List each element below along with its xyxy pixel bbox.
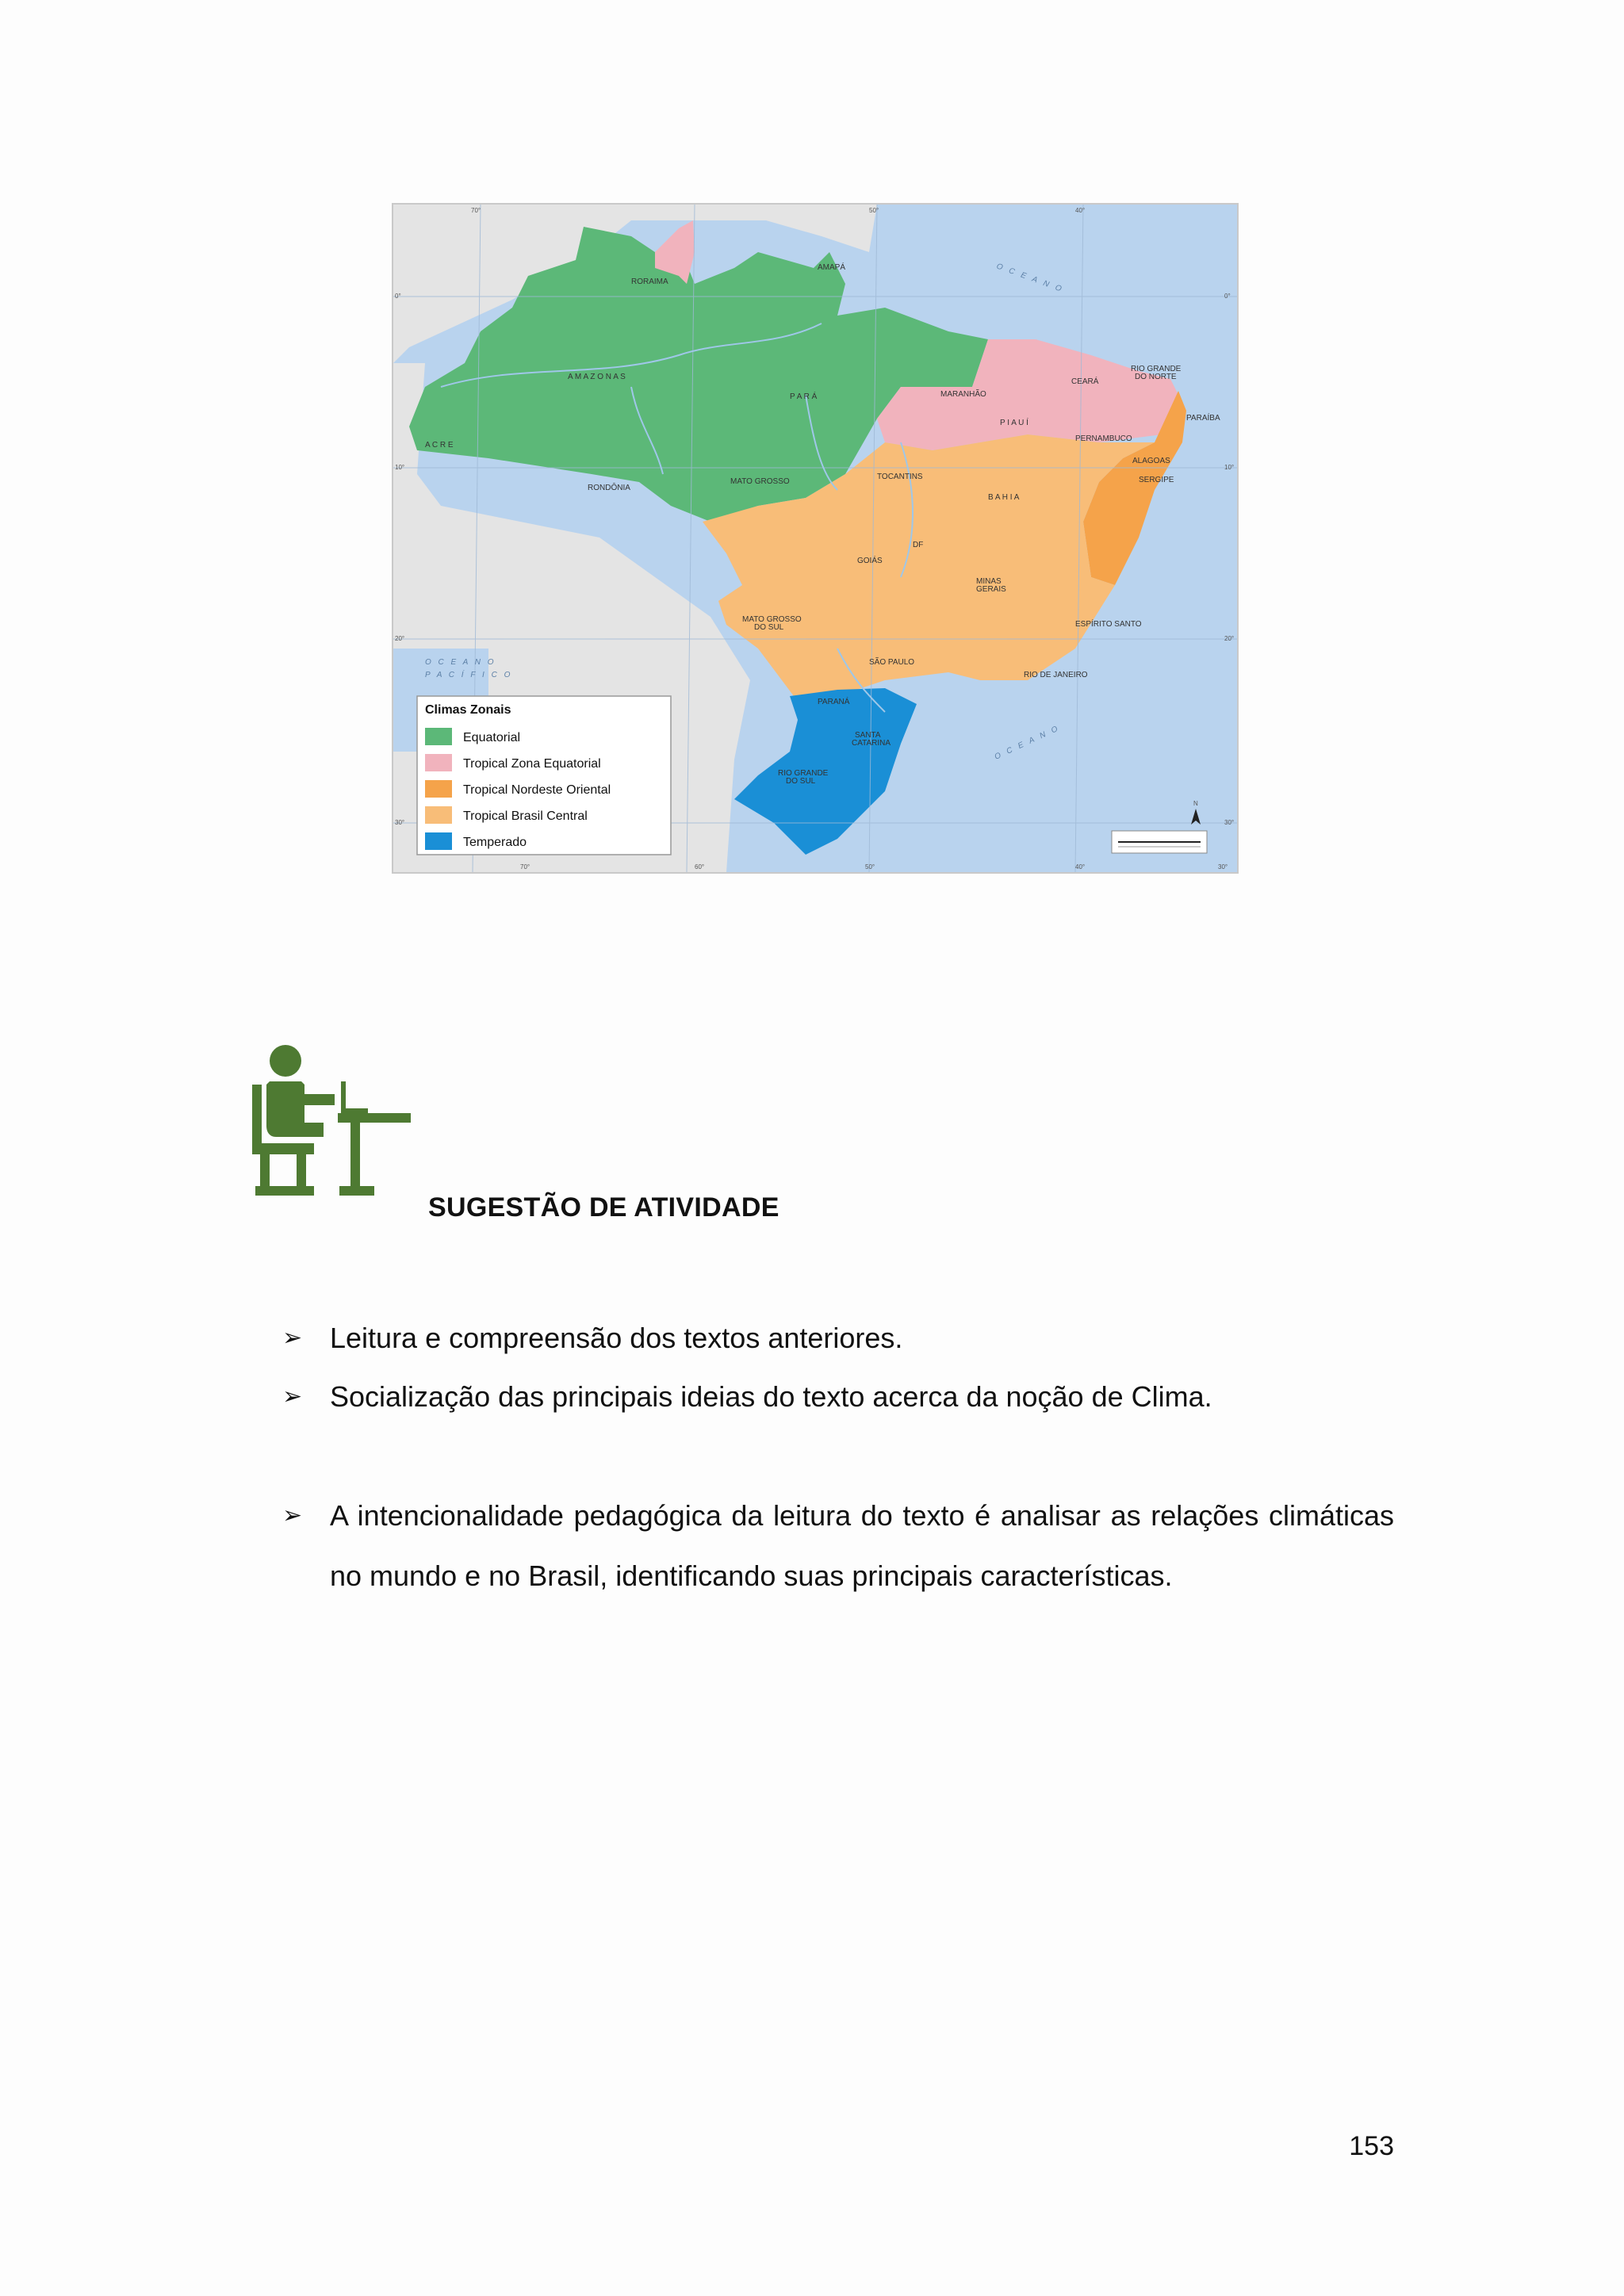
legend-swatch bbox=[425, 806, 452, 824]
tick-left-2: 20° bbox=[395, 635, 405, 642]
bullet-item bbox=[282, 1367, 1394, 1427]
legend-label: Equatorial bbox=[463, 731, 521, 744]
bullet-text: A intencionalidade pedagógica da leitura do texto é analisar as relações climáticas no mundo e no Brasil, identificando suas principais características. bbox=[330, 1499, 1394, 1592]
bullet-item bbox=[282, 1308, 1394, 1368]
label-para: P A R Á bbox=[790, 392, 818, 401]
legend-swatch bbox=[425, 754, 452, 771]
activity-title: SUGESTÃO DE ATIVIDADE bbox=[428, 1192, 779, 1223]
label-espirito-santo: ESPÍRITO SANTO bbox=[1075, 620, 1142, 629]
label-goias: GOIÁS bbox=[857, 557, 883, 565]
tick-left-3: 30° bbox=[395, 819, 405, 826]
legend-label: Tropical Brasil Central bbox=[463, 809, 588, 823]
tick-bottom-3: 40° bbox=[1075, 863, 1086, 871]
tick-bottom-2: 50° bbox=[865, 863, 875, 871]
label-rgn-2: DO NORTE bbox=[1135, 373, 1177, 381]
bullet-arrow-icon: ➢ bbox=[282, 1502, 303, 1529]
legend-box bbox=[417, 696, 671, 855]
label-df: DF bbox=[913, 541, 924, 549]
north-arrow-icon bbox=[1191, 809, 1201, 825]
label-alagoas: ALAGOAS bbox=[1132, 457, 1170, 465]
label-roraima: RORAIMA bbox=[631, 277, 668, 286]
tick-top-0: 70° bbox=[471, 207, 481, 214]
student-desk-glyph bbox=[252, 1045, 411, 1196]
label-pernambuco: PERNAMBUCO bbox=[1075, 434, 1132, 443]
tick-left-1: 10° bbox=[395, 464, 405, 471]
label-sergipe: SERGIPE bbox=[1139, 476, 1174, 484]
label-parana: PARANÁ bbox=[818, 698, 850, 706]
label-ceara: CEARÁ bbox=[1071, 377, 1099, 386]
label-rio-de-janeiro: RIO DE JANEIRO bbox=[1024, 671, 1088, 679]
label-tocantins: TOCANTINS bbox=[877, 473, 923, 481]
label-rs-1: RIO GRANDE bbox=[778, 769, 829, 778]
label-maranhao: MARANHÃO bbox=[940, 390, 986, 399]
brazil-climate-map bbox=[392, 203, 1239, 874]
page-number: 153 bbox=[1349, 2131, 1394, 2161]
tick-right-3: 30° bbox=[1224, 819, 1235, 826]
tick-right-2: 20° bbox=[1224, 635, 1235, 642]
legend-swatch bbox=[425, 832, 452, 850]
label-ms-2: DO SUL bbox=[754, 623, 784, 632]
legend-label: Tropical Zona Equatorial bbox=[463, 757, 601, 771]
label-amapa: AMAPÁ bbox=[818, 263, 846, 272]
tick-right-0: 0° bbox=[1224, 293, 1231, 300]
tick-bottom-1: 60° bbox=[695, 863, 705, 871]
bullet-text: Socialização das principais ideias do texto acerca da noção de Clima. bbox=[330, 1380, 1212, 1413]
ocean-pacifico-2: P A C Í F I C O bbox=[425, 671, 513, 679]
tick-right-1: 10° bbox=[1224, 464, 1235, 471]
label-rs-2: DO SUL bbox=[786, 777, 816, 786]
legend-title: Climas Zonais bbox=[425, 703, 511, 717]
bullet-arrow-icon: ➢ bbox=[282, 1325, 303, 1351]
legend-label: Temperado bbox=[463, 836, 527, 849]
ocean-atlantico-south: O C E A N O bbox=[993, 723, 1062, 762]
tick-bottom-4: 30° bbox=[1218, 863, 1228, 871]
label-minas-1: MINAS bbox=[976, 577, 1002, 586]
bullet-arrow-icon: ➢ bbox=[282, 1383, 303, 1410]
label-rondonia: RONDÔNIA bbox=[588, 484, 630, 492]
map-svg bbox=[393, 205, 1237, 872]
bullet-item bbox=[282, 1486, 1394, 1606]
tick-top-1: 50° bbox=[869, 207, 879, 214]
label-minas-2: GERAIS bbox=[976, 585, 1006, 594]
ocean-atlantico-north: O C E A N O bbox=[994, 262, 1065, 295]
tick-bottom-0: 70° bbox=[520, 863, 530, 871]
label-bahia: B A H I A bbox=[988, 493, 1020, 502]
label-piaui: P I A U Í bbox=[1000, 419, 1028, 427]
legend-swatch bbox=[425, 728, 452, 745]
label-sao-paulo: SÃO PAULO bbox=[869, 658, 915, 667]
scale-bar bbox=[1112, 831, 1207, 853]
label-paraiba: PARAÍBA bbox=[1186, 414, 1220, 423]
label-rgn-1: RIO GRANDE bbox=[1131, 365, 1182, 373]
ocean-pacifico-1: O C E A N O bbox=[425, 658, 496, 667]
label-sc-1: SANTA bbox=[855, 731, 881, 740]
student-desk-icon bbox=[252, 1043, 411, 1196]
compass-rose bbox=[1191, 800, 1201, 825]
legend-swatch bbox=[425, 780, 452, 798]
bullet-text: Leitura e compreensão dos textos anteriores. bbox=[330, 1322, 903, 1354]
label-acre: A C R E bbox=[425, 441, 454, 450]
label-sc-2: CATARINA bbox=[852, 739, 891, 748]
map-legend bbox=[417, 696, 671, 855]
legend-label: Tropical Nordeste Oriental bbox=[463, 783, 611, 797]
label-ms-1: MATO GROSSO bbox=[742, 615, 802, 624]
label-mato-grosso: MATO GROSSO bbox=[730, 477, 790, 486]
tick-left-0: 0° bbox=[395, 293, 401, 300]
label-amazonas: A M A Z O N A S bbox=[568, 373, 626, 381]
compass-label: N bbox=[1193, 800, 1198, 807]
tick-top-2: 40° bbox=[1075, 207, 1086, 214]
